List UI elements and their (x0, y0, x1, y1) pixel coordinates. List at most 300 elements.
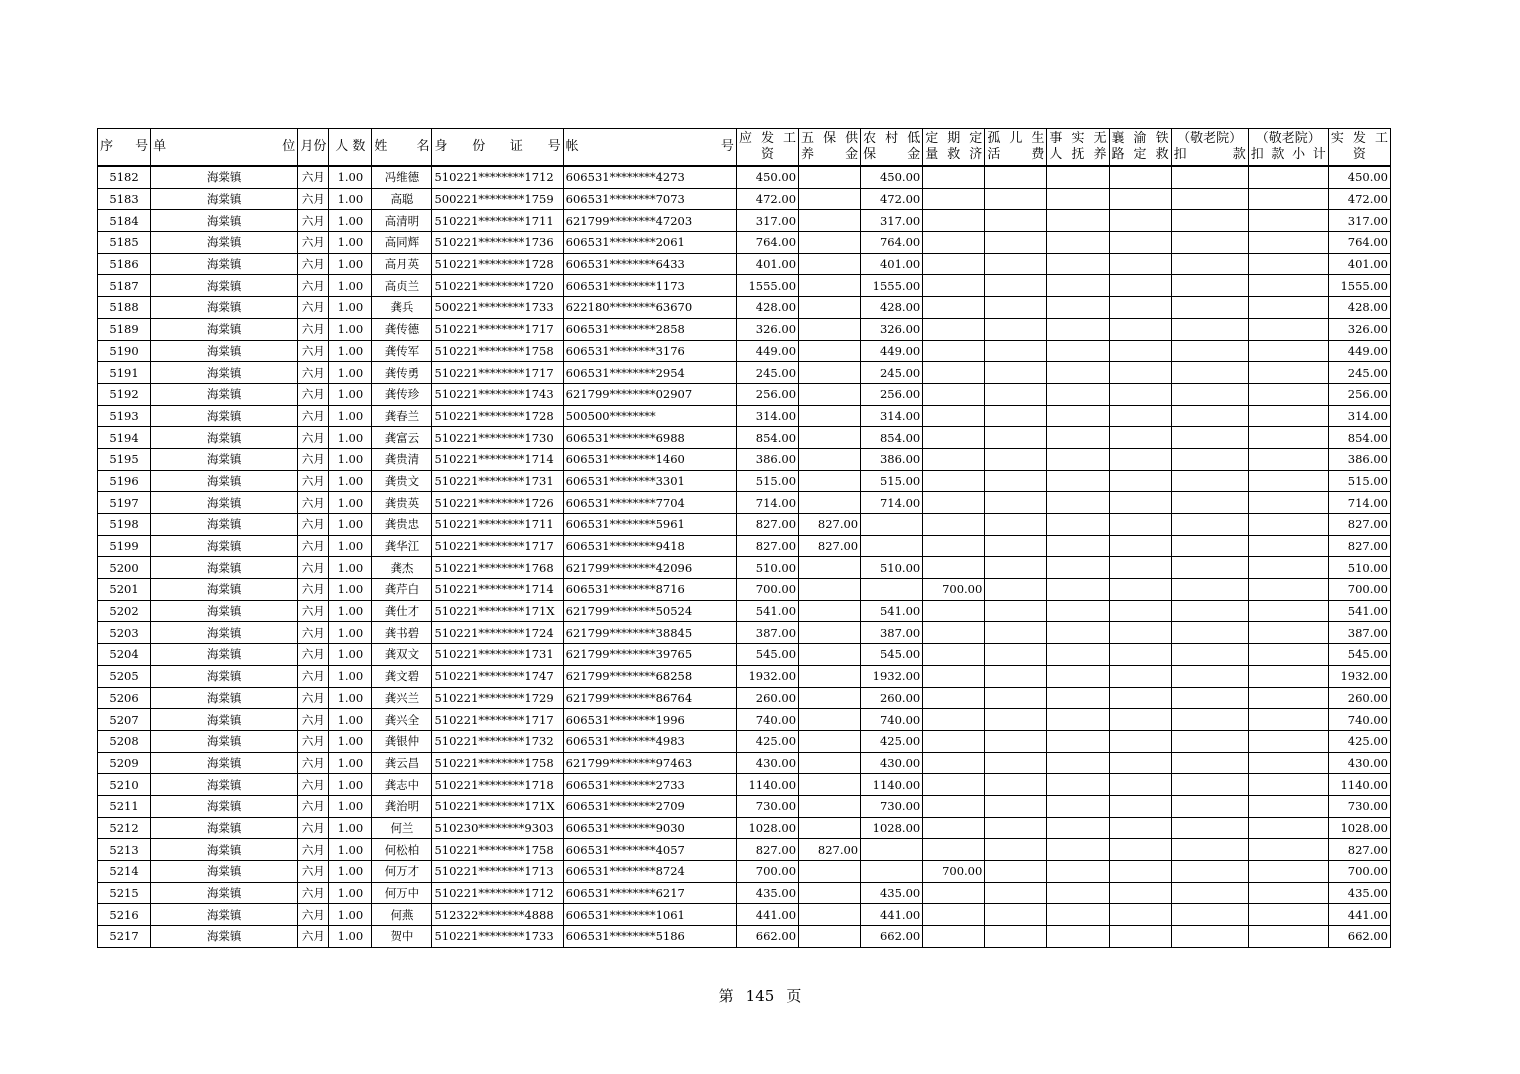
cell-shishi (1047, 839, 1109, 861)
cell-net: 472.00 (1328, 188, 1390, 210)
cell-guer (985, 427, 1047, 449)
cell-jly1 (1171, 210, 1248, 232)
cell-gross: 515.00 (736, 470, 798, 492)
cell-account: 606531********4057 (563, 839, 736, 861)
cell-name: 高同辉 (372, 232, 432, 254)
cell-guer (985, 340, 1047, 362)
cell-jly2 (1248, 297, 1328, 319)
cell-name: 龚贵忠 (372, 514, 432, 536)
cell-month: 六月 (298, 210, 329, 232)
cell-name: 龚兴兰 (372, 687, 432, 709)
cell-wubao (799, 253, 861, 275)
cell-seq: 5213 (98, 839, 151, 861)
cell-shishi (1047, 600, 1109, 622)
cell-count: 1.00 (329, 166, 372, 188)
cell-dingliang (923, 210, 985, 232)
cell-unit: 海棠镇 (151, 210, 298, 232)
cell-guer (985, 730, 1047, 752)
cell-month: 六月 (298, 405, 329, 427)
cell-seq: 5187 (98, 275, 151, 297)
col-seq-header: 序 号 (98, 129, 151, 167)
cell-guer (985, 232, 1047, 254)
cell-net: 730.00 (1328, 795, 1390, 817)
cell-xiangyu (1109, 687, 1171, 709)
cell-guer (985, 535, 1047, 557)
col-count-header: 人 数 (329, 129, 372, 167)
cell-id: 510230********9303 (432, 817, 563, 839)
cell-guer (985, 492, 1047, 514)
cell-dibao: 730.00 (861, 795, 923, 817)
cell-month: 六月 (298, 579, 329, 601)
cell-account: 622180********63670 (563, 297, 736, 319)
cell-jly2 (1248, 752, 1328, 774)
cell-xiangyu (1109, 188, 1171, 210)
cell-jly1 (1171, 297, 1248, 319)
cell-net: 510.00 (1328, 557, 1390, 579)
cell-month: 六月 (298, 318, 329, 340)
page-suffix: 页 (786, 987, 802, 1005)
cell-guer (985, 297, 1047, 319)
cell-jly1 (1171, 275, 1248, 297)
cell-xiangyu (1109, 514, 1171, 536)
cell-account: 606531********9030 (563, 817, 736, 839)
cell-month: 六月 (298, 362, 329, 384)
cell-unit: 海棠镇 (151, 644, 298, 666)
cell-name: 龚治明 (372, 795, 432, 817)
cell-account: 621799********97463 (563, 752, 736, 774)
cell-dibao: 435.00 (861, 882, 923, 904)
table-row (98, 926, 1391, 948)
cell-dibao: 317.00 (861, 210, 923, 232)
cell-dingliang (923, 448, 985, 470)
cell-dingliang (923, 492, 985, 514)
cell-seq: 5200 (98, 557, 151, 579)
cell-account: 606531********1061 (563, 904, 736, 926)
cell-net: 854.00 (1328, 427, 1390, 449)
payroll-table (97, 128, 1391, 948)
cell-jly2 (1248, 188, 1328, 210)
cell-count: 1.00 (329, 774, 372, 796)
cell-net: 1028.00 (1328, 817, 1390, 839)
cell-id: 510221********1758 (432, 340, 563, 362)
cell-unit: 海棠镇 (151, 687, 298, 709)
cell-seq: 5216 (98, 904, 151, 926)
cell-name: 龚传珍 (372, 383, 432, 405)
cell-id: 510221********1736 (432, 232, 563, 254)
cell-dingliang (923, 817, 985, 839)
cell-seq: 5203 (98, 622, 151, 644)
cell-net: 714.00 (1328, 492, 1390, 514)
cell-id: 510221********1729 (432, 687, 563, 709)
cell-seq: 5211 (98, 795, 151, 817)
table-row (98, 405, 1391, 427)
cell-gross: 662.00 (736, 926, 798, 948)
cell-shishi (1047, 232, 1109, 254)
cell-jly2 (1248, 861, 1328, 883)
cell-xiangyu (1109, 253, 1171, 275)
cell-jly2 (1248, 448, 1328, 470)
cell-account: 606531********1996 (563, 709, 736, 731)
cell-guer (985, 210, 1047, 232)
cell-id: 500221********1759 (432, 188, 563, 210)
cell-xiangyu (1109, 861, 1171, 883)
cell-seq: 5205 (98, 665, 151, 687)
table-row (98, 535, 1391, 557)
cell-gross: 730.00 (736, 795, 798, 817)
cell-dingliang (923, 926, 985, 948)
cell-net: 401.00 (1328, 253, 1390, 275)
cell-count: 1.00 (329, 188, 372, 210)
cell-guer (985, 166, 1047, 188)
cell-gross: 1028.00 (736, 817, 798, 839)
cell-guer (985, 817, 1047, 839)
cell-account: 606531********5186 (563, 926, 736, 948)
cell-dibao: 541.00 (861, 600, 923, 622)
col-wubao-header: 五 保 供 养 金 (799, 129, 861, 167)
cell-seq: 5195 (98, 448, 151, 470)
cell-xiangyu (1109, 774, 1171, 796)
cell-jly1 (1171, 579, 1248, 601)
cell-dibao: 662.00 (861, 926, 923, 948)
table-row (98, 882, 1391, 904)
cell-dingliang (923, 383, 985, 405)
table-row (98, 362, 1391, 384)
cell-xiangyu (1109, 232, 1171, 254)
col-month-header: 月份 (298, 129, 329, 167)
cell-wubao (799, 318, 861, 340)
cell-seq: 5206 (98, 687, 151, 709)
cell-jly2 (1248, 926, 1328, 948)
cell-jly1 (1171, 774, 1248, 796)
cell-unit: 海棠镇 (151, 166, 298, 188)
cell-name: 龚书碧 (372, 622, 432, 644)
cell-guer (985, 470, 1047, 492)
cell-account: 606531********2709 (563, 795, 736, 817)
cell-id: 510221********1758 (432, 752, 563, 774)
cell-unit: 海棠镇 (151, 297, 298, 319)
cell-shishi (1047, 795, 1109, 817)
cell-jly2 (1248, 275, 1328, 297)
cell-dibao: 430.00 (861, 752, 923, 774)
cell-net: 1555.00 (1328, 275, 1390, 297)
cell-xiangyu (1109, 644, 1171, 666)
cell-month: 六月 (298, 926, 329, 948)
cell-name: 龚云昌 (372, 752, 432, 774)
col-shishi-header: 事 实 无 人 抚 养 (1047, 129, 1109, 167)
cell-net: 428.00 (1328, 297, 1390, 319)
cell-guer (985, 362, 1047, 384)
cell-unit: 海棠镇 (151, 535, 298, 557)
cell-net: 827.00 (1328, 839, 1390, 861)
cell-id: 510221********1713 (432, 861, 563, 883)
cell-month: 六月 (298, 817, 329, 839)
cell-name: 龚贵英 (372, 492, 432, 514)
cell-count: 1.00 (329, 904, 372, 926)
cell-gross: 545.00 (736, 644, 798, 666)
cell-xiangyu (1109, 362, 1171, 384)
cell-wubao: 827.00 (799, 535, 861, 557)
cell-account: 606531********6433 (563, 253, 736, 275)
cell-shishi (1047, 188, 1109, 210)
cell-dingliang (923, 904, 985, 926)
cell-shishi (1047, 297, 1109, 319)
cell-guer (985, 795, 1047, 817)
cell-gross: 827.00 (736, 514, 798, 536)
cell-unit: 海棠镇 (151, 817, 298, 839)
cell-guer (985, 882, 1047, 904)
cell-month: 六月 (298, 795, 329, 817)
cell-wubao (799, 297, 861, 319)
cell-dingliang (923, 232, 985, 254)
cell-jly1 (1171, 665, 1248, 687)
cell-seq: 5185 (98, 232, 151, 254)
cell-name: 何燕 (372, 904, 432, 926)
cell-unit: 海棠镇 (151, 362, 298, 384)
table-row (98, 795, 1391, 817)
cell-net: 245.00 (1328, 362, 1390, 384)
cell-jly2 (1248, 557, 1328, 579)
cell-id: 510221********1720 (432, 275, 563, 297)
cell-xiangyu (1109, 210, 1171, 232)
cell-unit: 海棠镇 (151, 709, 298, 731)
cell-dingliang (923, 297, 985, 319)
cell-unit: 海棠镇 (151, 514, 298, 536)
cell-shishi (1047, 210, 1109, 232)
cell-jly1 (1171, 492, 1248, 514)
cell-net: 662.00 (1328, 926, 1390, 948)
col-jly2-header: （敬老院） 扣 款 小 计 (1248, 129, 1328, 167)
cell-wubao (799, 622, 861, 644)
cell-xiangyu (1109, 579, 1171, 601)
cell-wubao (799, 904, 861, 926)
cell-count: 1.00 (329, 448, 372, 470)
table-row (98, 383, 1391, 405)
cell-gross: 435.00 (736, 882, 798, 904)
cell-name: 高贞兰 (372, 275, 432, 297)
table-row (98, 448, 1391, 470)
cell-guer (985, 579, 1047, 601)
cell-net: 541.00 (1328, 600, 1390, 622)
cell-count: 1.00 (329, 622, 372, 644)
cell-dibao: 515.00 (861, 470, 923, 492)
cell-net: 430.00 (1328, 752, 1390, 774)
cell-gross: 314.00 (736, 405, 798, 427)
cell-jly1 (1171, 861, 1248, 883)
cell-count: 1.00 (329, 210, 372, 232)
cell-xiangyu (1109, 926, 1171, 948)
cell-count: 1.00 (329, 709, 372, 731)
cell-account: 606531********4273 (563, 166, 736, 188)
cell-xiangyu (1109, 557, 1171, 579)
cell-seq: 5193 (98, 405, 151, 427)
cell-gross: 714.00 (736, 492, 798, 514)
cell-account: 606531********5961 (563, 514, 736, 536)
cell-dingliang (923, 774, 985, 796)
cell-month: 六月 (298, 861, 329, 883)
cell-xiangyu (1109, 297, 1171, 319)
cell-id: 510221********1758 (432, 839, 563, 861)
cell-wubao (799, 448, 861, 470)
cell-wubao (799, 817, 861, 839)
cell-shishi (1047, 882, 1109, 904)
cell-jly2 (1248, 318, 1328, 340)
cell-jly2 (1248, 622, 1328, 644)
page-number: 145 (745, 987, 775, 1005)
cell-count: 1.00 (329, 795, 372, 817)
cell-jly1 (1171, 448, 1248, 470)
cell-month: 六月 (298, 709, 329, 731)
cell-shishi (1047, 774, 1109, 796)
cell-jly1 (1171, 882, 1248, 904)
cell-count: 1.00 (329, 514, 372, 536)
cell-dibao: 425.00 (861, 730, 923, 752)
cell-jly1 (1171, 318, 1248, 340)
cell-shishi (1047, 470, 1109, 492)
cell-dibao: 1555.00 (861, 275, 923, 297)
cell-dingliang (923, 166, 985, 188)
cell-dingliang (923, 687, 985, 709)
cell-seq: 5188 (98, 297, 151, 319)
col-xiangyu-header: 襄 渝 铁 路 定 救 (1109, 129, 1171, 167)
cell-month: 六月 (298, 774, 329, 796)
cell-dibao (861, 839, 923, 861)
cell-month: 六月 (298, 297, 329, 319)
cell-net: 700.00 (1328, 579, 1390, 601)
col-net-header: 实 发 工 资 (1328, 129, 1390, 167)
cell-name: 龚仕才 (372, 600, 432, 622)
cell-id: 510221********1717 (432, 318, 563, 340)
cell-count: 1.00 (329, 340, 372, 362)
cell-dibao: 387.00 (861, 622, 923, 644)
cell-dingliang: 700.00 (923, 861, 985, 883)
cell-jly1 (1171, 839, 1248, 861)
cell-xiangyu (1109, 817, 1171, 839)
cell-account: 621799********38845 (563, 622, 736, 644)
cell-gross: 425.00 (736, 730, 798, 752)
cell-name: 何兰 (372, 817, 432, 839)
cell-gross: 827.00 (736, 535, 798, 557)
cell-id: 512322********4888 (432, 904, 563, 926)
cell-id: 510221********1728 (432, 405, 563, 427)
cell-account: 606531********3301 (563, 470, 736, 492)
cell-wubao (799, 926, 861, 948)
cell-wubao: 827.00 (799, 839, 861, 861)
cell-guer (985, 904, 1047, 926)
cell-count: 1.00 (329, 253, 372, 275)
cell-month: 六月 (298, 188, 329, 210)
cell-id: 510221********1714 (432, 448, 563, 470)
cell-gross: 441.00 (736, 904, 798, 926)
cell-unit: 海棠镇 (151, 448, 298, 470)
col-dingliang-header: 定 期 定 量 救 济 (923, 129, 985, 167)
cell-dingliang: 700.00 (923, 579, 985, 601)
cell-account: 606531********2954 (563, 362, 736, 384)
cell-month: 六月 (298, 904, 329, 926)
cell-shishi (1047, 904, 1109, 926)
cell-unit: 海棠镇 (151, 188, 298, 210)
table-row (98, 665, 1391, 687)
cell-xiangyu (1109, 492, 1171, 514)
cell-xiangyu (1109, 839, 1171, 861)
cell-name: 龚志中 (372, 774, 432, 796)
table-row (98, 861, 1391, 883)
cell-net: 764.00 (1328, 232, 1390, 254)
cell-id: 510221********1718 (432, 774, 563, 796)
cell-xiangyu (1109, 275, 1171, 297)
cell-jly1 (1171, 427, 1248, 449)
table-row (98, 232, 1391, 254)
cell-jly2 (1248, 709, 1328, 731)
cell-jly2 (1248, 600, 1328, 622)
cell-xiangyu (1109, 904, 1171, 926)
cell-wubao (799, 644, 861, 666)
cell-jly2 (1248, 253, 1328, 275)
cell-seq: 5202 (98, 600, 151, 622)
cell-wubao (799, 362, 861, 384)
cell-wubao (799, 188, 861, 210)
cell-month: 六月 (298, 166, 329, 188)
table-row (98, 622, 1391, 644)
cell-guer (985, 514, 1047, 536)
cell-xiangyu (1109, 730, 1171, 752)
cell-month: 六月 (298, 427, 329, 449)
cell-unit: 海棠镇 (151, 253, 298, 275)
cell-name: 何万中 (372, 882, 432, 904)
cell-gross: 256.00 (736, 383, 798, 405)
cell-gross: 428.00 (736, 297, 798, 319)
cell-dingliang (923, 514, 985, 536)
cell-shishi (1047, 448, 1109, 470)
cell-unit: 海棠镇 (151, 405, 298, 427)
cell-jly2 (1248, 817, 1328, 839)
cell-dibao: 245.00 (861, 362, 923, 384)
cell-unit: 海棠镇 (151, 622, 298, 644)
cell-seq: 5210 (98, 774, 151, 796)
cell-jly1 (1171, 340, 1248, 362)
cell-jly2 (1248, 427, 1328, 449)
cell-name: 龚华江 (372, 535, 432, 557)
cell-gross: 326.00 (736, 318, 798, 340)
cell-unit: 海棠镇 (151, 882, 298, 904)
cell-jly2 (1248, 730, 1328, 752)
cell-seq: 5215 (98, 882, 151, 904)
cell-month: 六月 (298, 644, 329, 666)
cell-jly1 (1171, 904, 1248, 926)
cell-unit: 海棠镇 (151, 340, 298, 362)
cell-count: 1.00 (329, 405, 372, 427)
table-row (98, 709, 1391, 731)
cell-guer (985, 774, 1047, 796)
cell-name: 龚芹白 (372, 579, 432, 601)
cell-unit: 海棠镇 (151, 795, 298, 817)
cell-wubao (799, 427, 861, 449)
cell-xiangyu (1109, 340, 1171, 362)
cell-account: 621799********42096 (563, 557, 736, 579)
cell-dingliang (923, 665, 985, 687)
cell-account: 606531********1173 (563, 275, 736, 297)
cell-id: 510221********1768 (432, 557, 563, 579)
cell-jly1 (1171, 362, 1248, 384)
cell-jly2 (1248, 340, 1328, 362)
cell-count: 1.00 (329, 362, 372, 384)
cell-unit: 海棠镇 (151, 752, 298, 774)
cell-jly2 (1248, 492, 1328, 514)
table-row (98, 904, 1391, 926)
cell-jly2 (1248, 579, 1328, 601)
cell-name: 高清明 (372, 210, 432, 232)
table-row (98, 687, 1391, 709)
cell-dingliang (923, 795, 985, 817)
